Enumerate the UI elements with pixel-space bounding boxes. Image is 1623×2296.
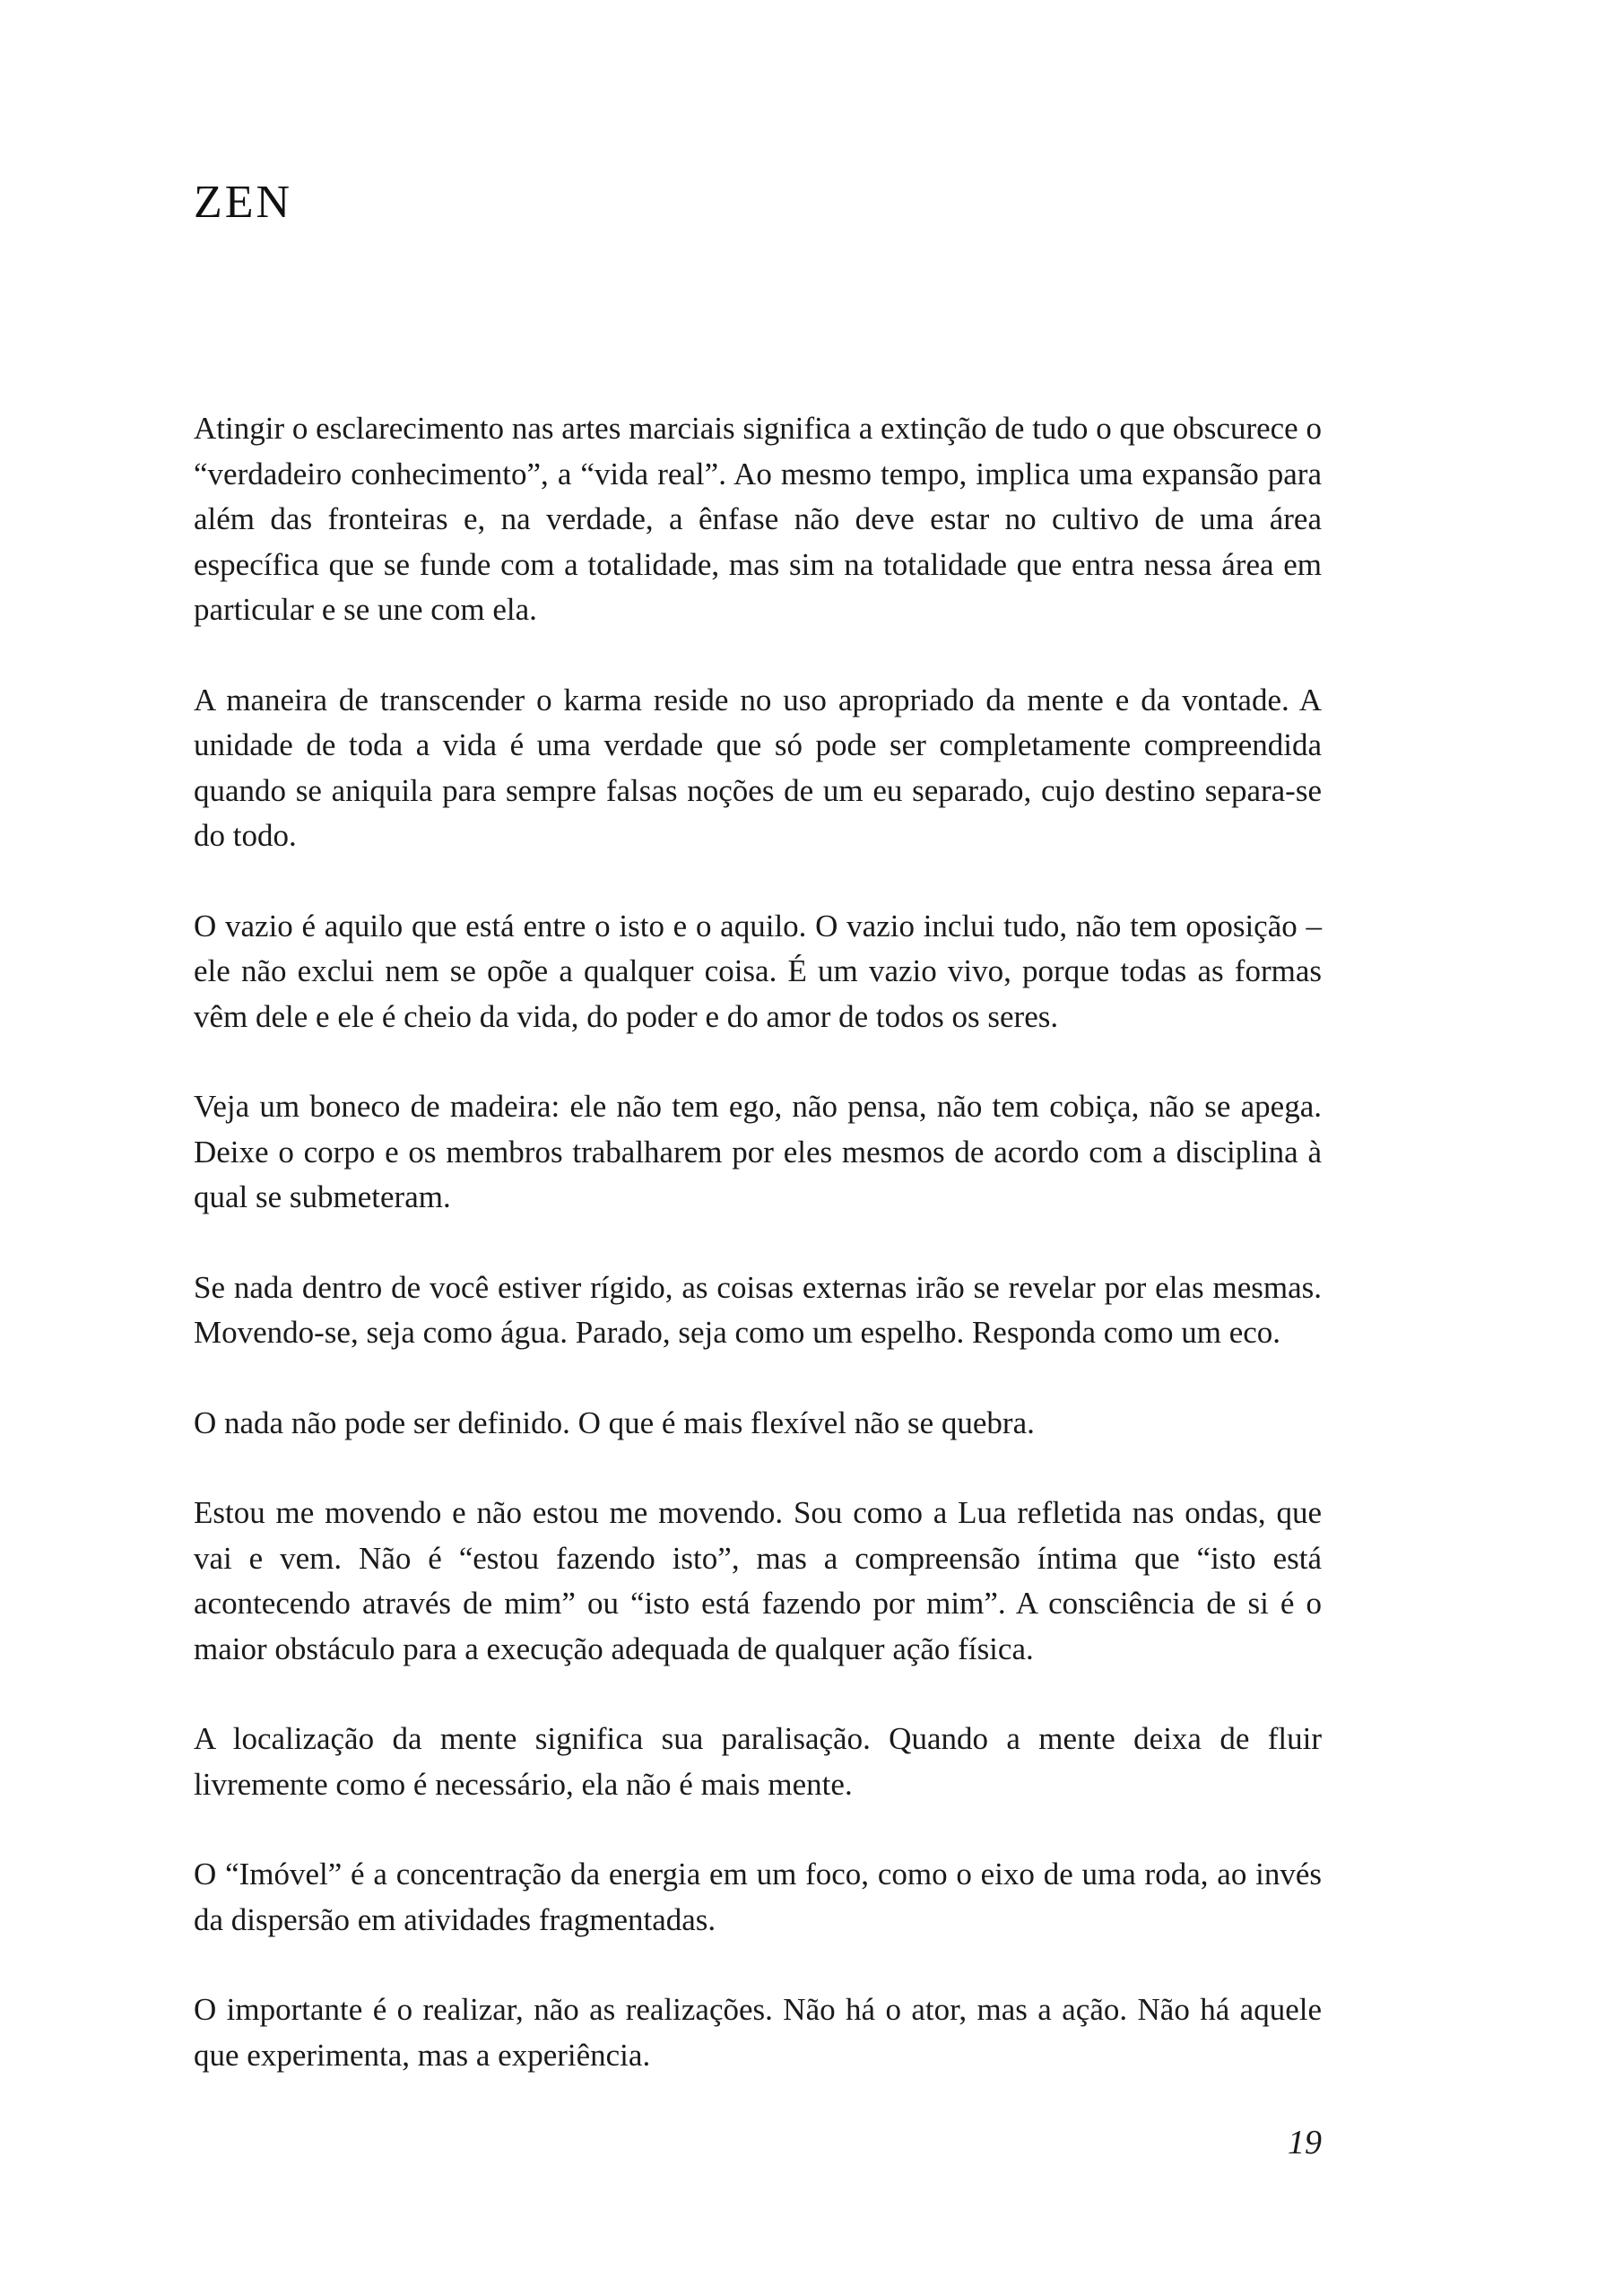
paragraph: A maneira de transcender o karma reside no uso apropriado da mente e da vontade. A unidade de toda a vida é uma verdade que só pode ser completamente compreendida quando se aniquila para sempre falsas noções de um eu separado, cujo destino separa-se do todo. [194,682,1322,853]
chapter-title: ZEN [194,177,293,228]
body-text [194,406,1322,2123]
paragraph: Veja um boneco de madeira: ele não tem ego, não pensa, não tem cobiça, não se apega. Deixe o corpo e os membros trabalharem por eles mesmos de acordo com a disciplina à qual se submeteram. [194,1089,1322,1214]
paragraph: Atingir o esclarecimento nas artes marciais significa a extinção de tudo o que obscurece o “verdadeiro conhecimento”, a “vida real”. Ao mesmo tempo, implica uma expansão para além das fronteiras e, na verdade, a ênfase não deve estar no cultivo de uma área específica que se funde com a totalidade, mas sim na totalidade que entra nessa área em particular e se une com ela. [194,411,1322,627]
paragraph: Se nada dentro de você estiver rígido, as coisas externas irão se revelar por elas mesmas. Movendo-se, seja como água. Parado, seja como um espelho. Responda como um eco. [194,1269,1322,1350]
paragraph: O importante é o realizar, não as realizações. Não há o ator, mas a ação. Não há aquele que experimenta, mas a experiência. [194,1992,1322,2073]
paragraph: Estou me movendo e não estou me movendo. Sou como a Lua refletida nas ondas, que vai e vem. Não é “estou fazendo isto”, mas a compreensão íntima que “isto está acontecendo através de mim” ou “isto está fazendo por mim”. A consciência de si é o maior obstáculo para a execução adequada de qualquer ação física. [194,1495,1322,1666]
page-number: 19 [1288,2124,1322,2161]
paragraph: O nada não pode ser definido. O que é mais flexível não se quebra. [194,1405,1035,1440]
paragraph: A localização da mente significa sua paralisação. Quando a mente deixa de fluir livremente como é necessário, ela não é mais mente. [194,1721,1322,1802]
paragraph: O “Imóvel” é a concentração da energia em um foco, como o eixo de uma roda, ao invés da dispersão em atividades fragmentadas. [194,1857,1322,1937]
paragraph: O vazio é aquilo que está entre o isto e o aquilo. O vazio inclui tudo, não tem oposição – ele não exclui nem se opõe a qualquer coisa. É um vazio vivo, porque todas as formas vêm dele e ele é cheio da vida, do poder e do amor de todos os seres. [194,908,1322,1034]
